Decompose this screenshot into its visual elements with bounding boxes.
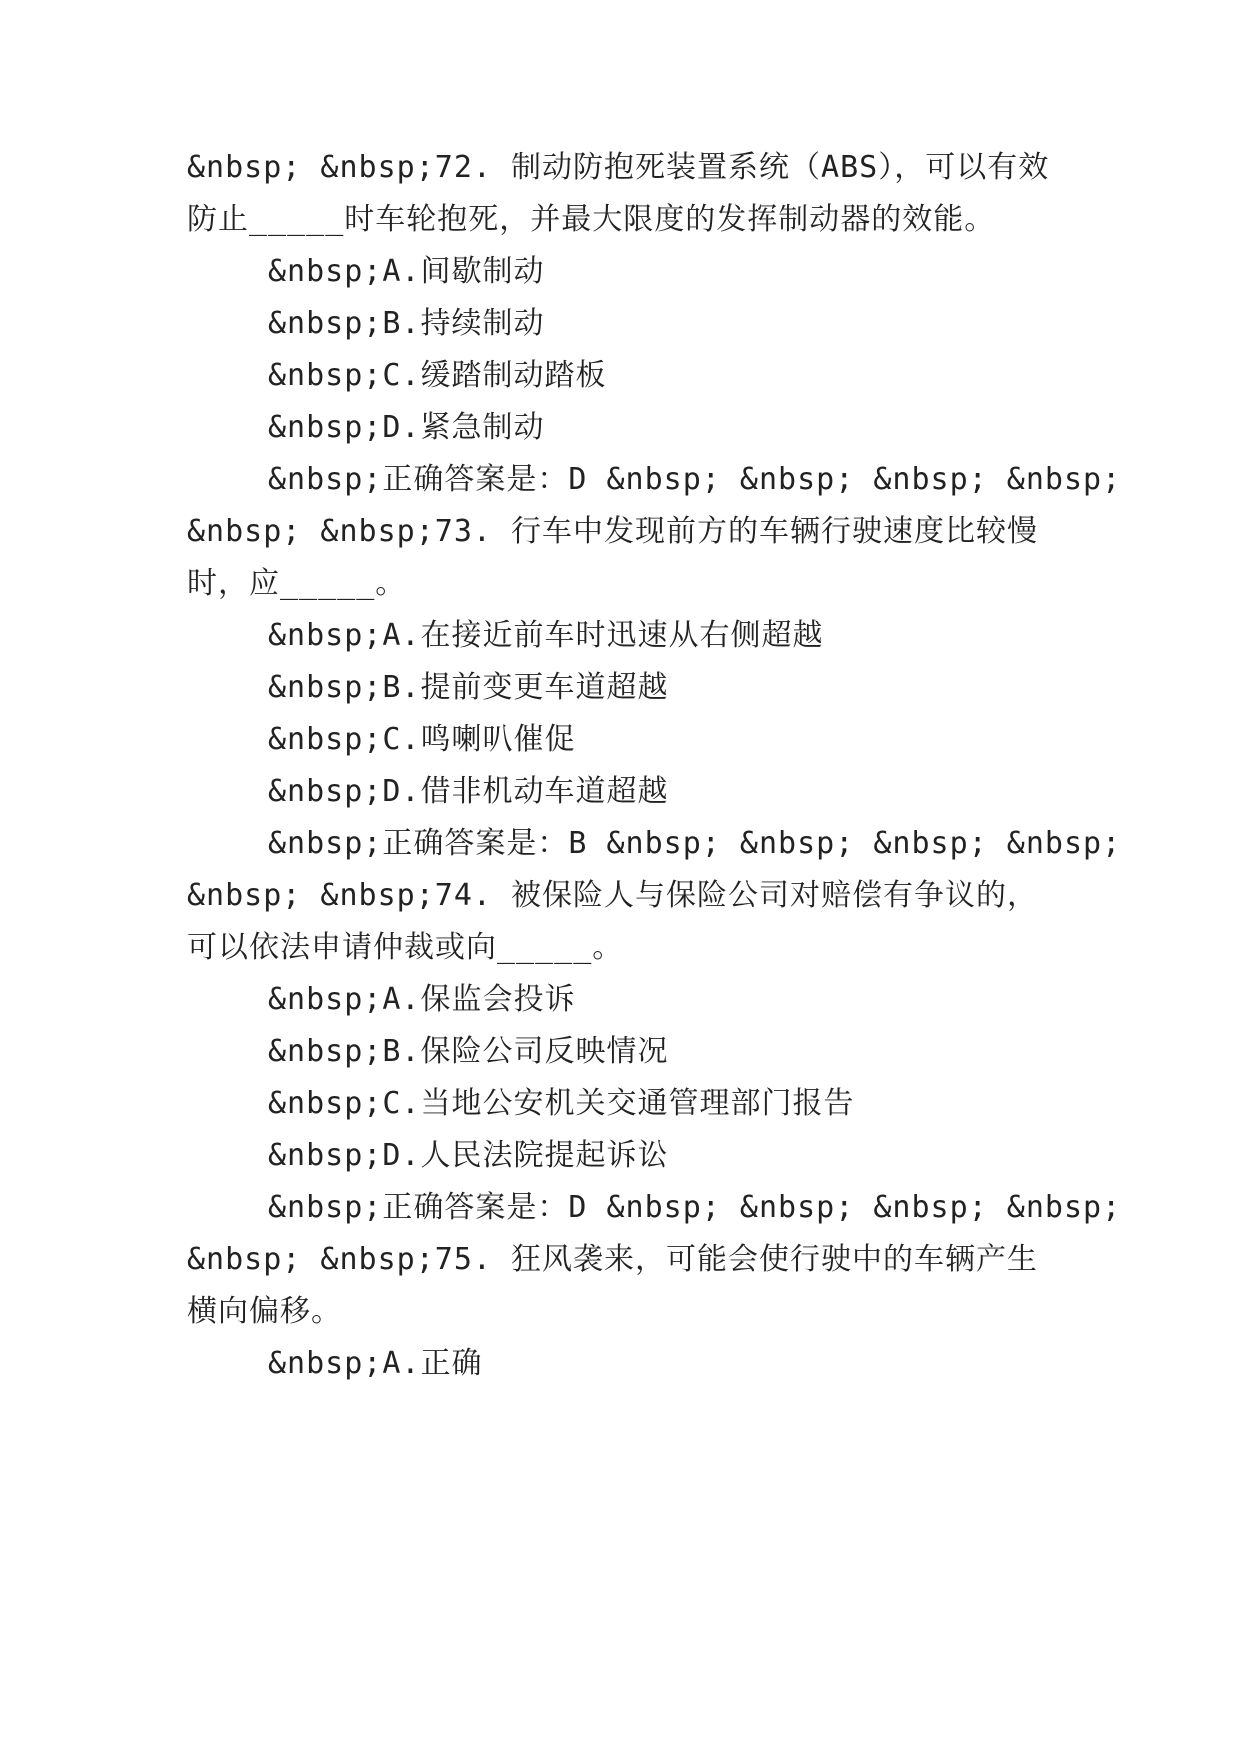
- option-d: &nbsp;D.紧急制动: [268, 410, 545, 445]
- question-73-line-1: &nbsp; &nbsp;73. 行车中发现前方的车辆行驶速度比较慢: [187, 514, 1039, 549]
- option-d: &nbsp;D.借非机动车道超越: [268, 774, 669, 809]
- option-a: &nbsp;A.保监会投诉: [268, 982, 576, 1017]
- option-a: &nbsp;A.在接近前车时迅速从右侧超越: [268, 618, 824, 653]
- option-c: &nbsp;C.当地公安机关交通管理部门报告: [268, 1086, 855, 1121]
- answer-line: &nbsp;正确答案是：D &nbsp; &nbsp; &nbsp; &nbsp;: [268, 1190, 1122, 1225]
- option-b: &nbsp;B.提前变更车道超越: [268, 670, 669, 705]
- option-a: &nbsp;A.正确: [268, 1346, 483, 1381]
- option-c: &nbsp;C.缓踏制动踏板: [268, 358, 607, 393]
- option-a: &nbsp;A.间歇制动: [268, 254, 545, 289]
- question-75-line-1: &nbsp; &nbsp;75. 狂风袭来，可能会使行驶中的车辆产生: [187, 1242, 1039, 1277]
- option-c: &nbsp;C.鸣喇叭催促: [268, 722, 576, 757]
- question-72-line-2: 防止_____时车轮抱死，并最大限度的发挥制动器的效能。: [187, 202, 996, 237]
- answer-line: &nbsp;正确答案是：B &nbsp; &nbsp; &nbsp; &nbsp;: [268, 826, 1122, 861]
- option-b: &nbsp;B.持续制动: [268, 306, 545, 341]
- question-74-line-2: 可以依法申请仲裁或向_____。: [187, 930, 624, 965]
- question-73-line-2: 时，应_____。: [187, 566, 407, 601]
- question-72-line-1: &nbsp; &nbsp;72. 制动防抱死装置系统（ABS），可以有效: [187, 150, 1050, 185]
- option-d: &nbsp;D.人民法院提起诉讼: [268, 1138, 669, 1173]
- option-b: &nbsp;B.保险公司反映情况: [268, 1034, 669, 1069]
- answer-line: &nbsp;正确答案是：D &nbsp; &nbsp; &nbsp; &nbsp;: [268, 462, 1122, 497]
- question-74-line-1: &nbsp; &nbsp;74. 被保险人与保险公司对赔偿有争议的，: [187, 878, 1039, 913]
- question-75-line-2: 横向偏移。: [187, 1294, 342, 1329]
